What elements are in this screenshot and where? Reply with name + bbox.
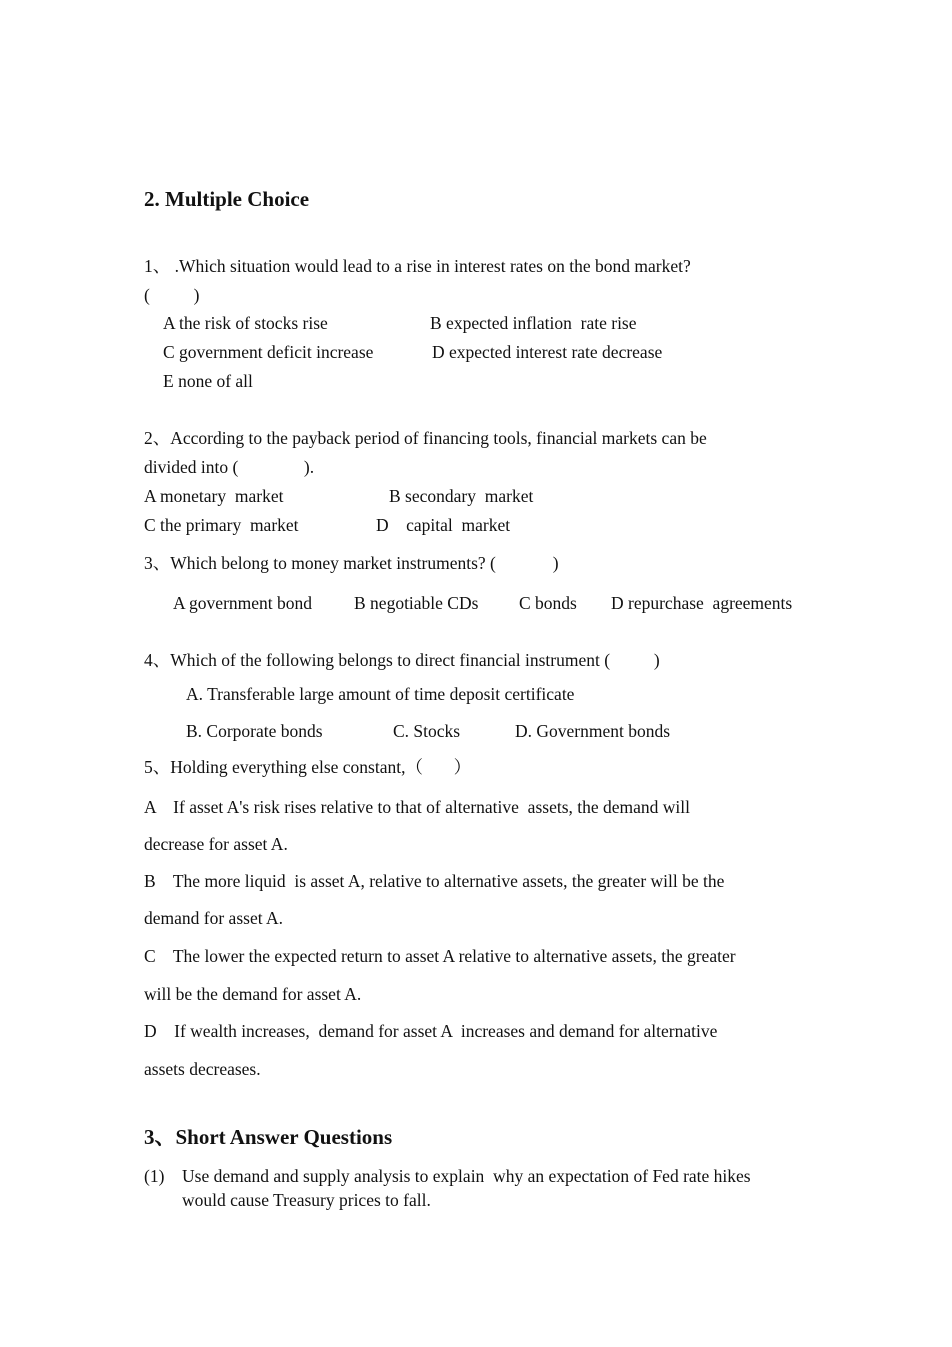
question-2-option-b: B secondary market	[389, 486, 534, 506]
question-3-option-d: D repurchase agreements	[611, 593, 793, 613]
question-1-option-a: A the risk of stocks rise	[163, 313, 328, 333]
question-5-option-a-line-2: decrease for asset A.	[144, 834, 288, 854]
question-1-option-b: B expected inflation rate rise	[430, 313, 637, 333]
question-2-stem-line-2: divided into ( ).	[144, 457, 315, 477]
short-answer-1-number: (1)	[144, 1166, 165, 1186]
section-heading-short-answer: 3、Short Answer Questions	[144, 1125, 393, 1149]
question-2-option-d: D capital market	[376, 515, 511, 535]
section-heading-multiple-choice: 2. Multiple Choice	[144, 187, 310, 211]
question-4-option-a: A. Transferable large amount of time deposit certificate	[186, 684, 575, 704]
question-5-option-c-line-2: will be the demand for asset A.	[144, 984, 362, 1004]
question-5-option-b-line-2: demand for asset A.	[144, 908, 283, 928]
question-5-option-a-line-1: A If asset A's risk rises relative to that of alternative assets, the demand will	[144, 797, 691, 817]
question-1-blank: ( )	[144, 285, 200, 305]
question-3-option-a: A government bond	[173, 593, 313, 613]
question-4-stem: 4、Which of the following belongs to direct financial instrument ( )	[144, 650, 660, 670]
question-1-option-e: E none of all	[163, 371, 253, 391]
question-5-option-d-line-1: D If wealth increases, demand for asset A increases and demand for alternative	[144, 1021, 718, 1041]
question-5-option-c-line-1: C The lower the expected return to asset A relative to alternative assets, the greater	[144, 946, 736, 966]
question-1-option-d: D expected interest rate decrease	[432, 342, 663, 362]
short-answer-1-line-2: would cause Treasury prices to fall.	[182, 1190, 431, 1210]
question-5-option-d-line-2: assets decreases.	[144, 1059, 261, 1079]
question-2-option-a: A monetary market	[144, 486, 284, 506]
question-4-option-b: B. Corporate bonds	[186, 721, 323, 741]
question-4-option-d: D. Government bonds	[515, 721, 671, 741]
question-4-option-c: C. Stocks	[393, 721, 461, 741]
question-3-option-b: B negotiable CDs	[354, 593, 479, 613]
question-3-stem: 3、Which belong to money market instruments? ( )	[144, 553, 559, 573]
question-2-option-c: C the primary market	[144, 515, 299, 535]
question-5-option-b-line-1: B The more liquid is asset A, relative to alternative assets, the greater will be the	[144, 871, 725, 891]
question-1-stem: 1、 .Which situation would lead to a rise in interest rates on the bond market?	[144, 256, 691, 276]
question-2-stem-line-1: 2、According to the payback period of financing tools, financial markets can be	[144, 428, 707, 448]
question-1-option-c: C government deficit increase	[163, 342, 374, 362]
question-5-stem: 5、Holding everything else constant,（ ）	[144, 757, 472, 777]
short-answer-1-line-1: Use demand and supply analysis to explain why an expectation of Fed rate hikes	[182, 1166, 751, 1186]
question-3-option-c: C bonds	[519, 593, 577, 613]
